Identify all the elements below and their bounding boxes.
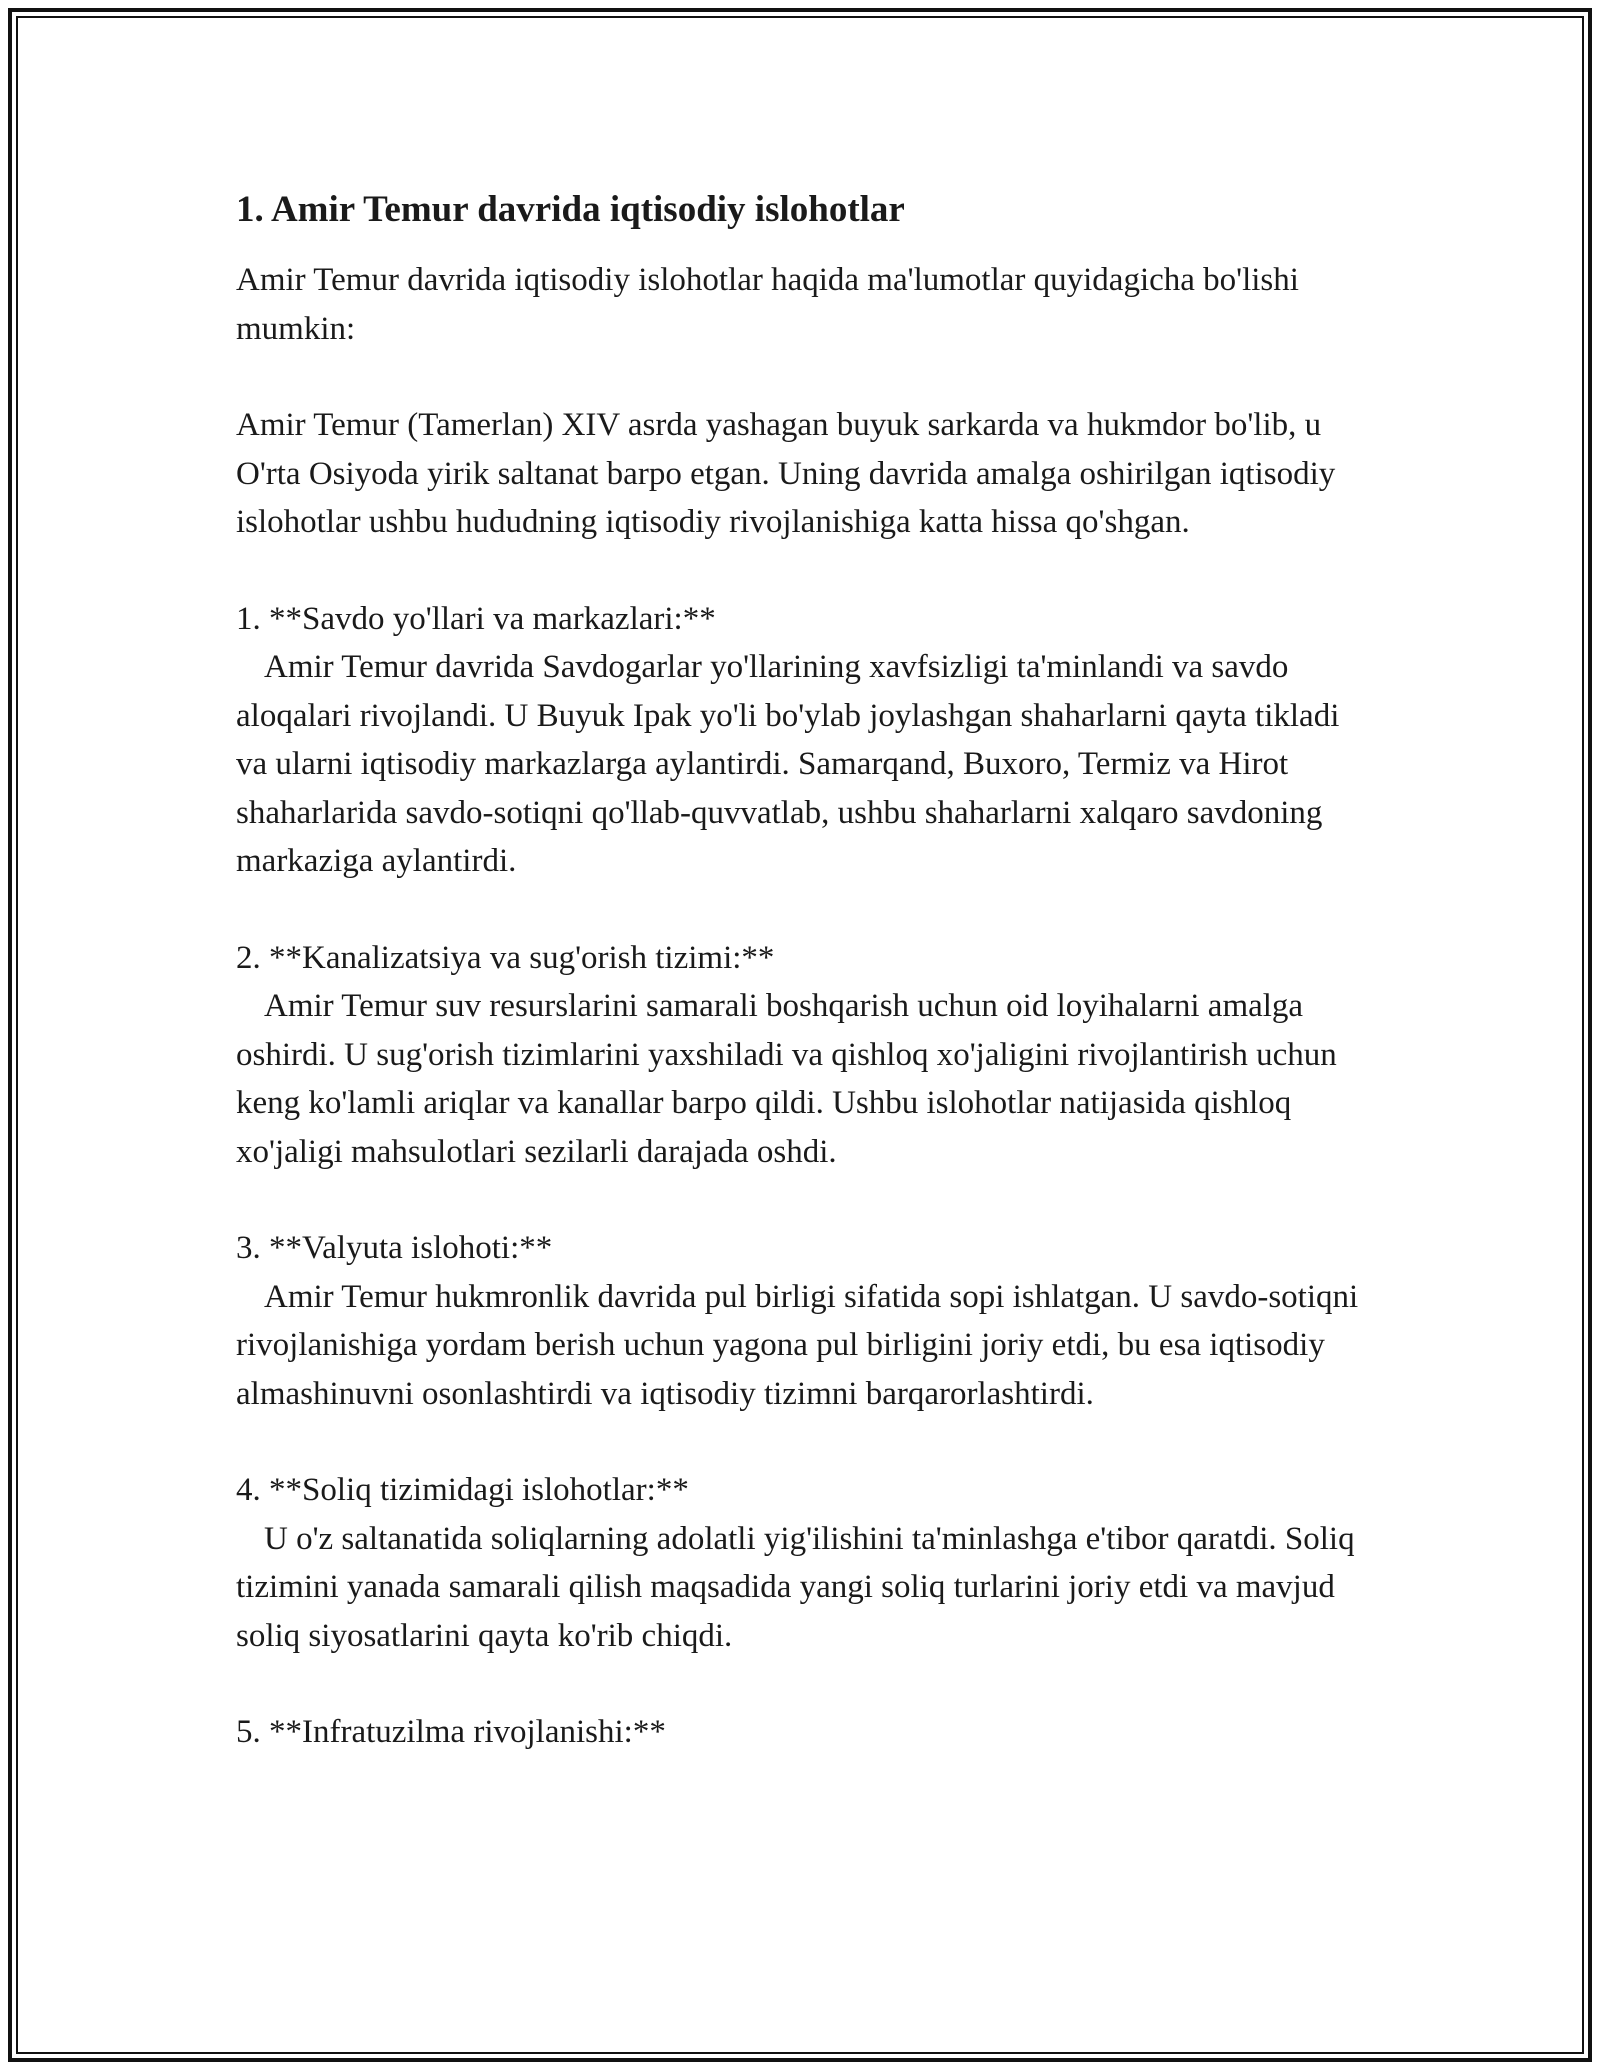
intro-paragraph: Amir Temur davrida iqtisodiy islohotlar haqida ma'lumotlar quyidagicha bo'lishi mumkin: xyxy=(236,262,1299,347)
list-item xyxy=(236,1708,1376,1757)
list-item-body: Amir Temur hukmronlik davrida pul birligi sifatida sopi ishlatgan. U savdo-sotiqni rivojlanishiga yordam berish uchun yagona pul birligini joriy etdi, bu esa iqtisodiy almashinuvni osonlashtirdi va iqtisodiy tizimni barqarorlashtirdi. xyxy=(236,1278,1359,1412)
paragraph-gap xyxy=(236,1418,1376,1466)
list-item-heading: 4. **Soliq tizimidagi islohotlar:** xyxy=(236,1472,689,1508)
document-body xyxy=(236,186,1376,1757)
list-item-heading: 2. **Kanalizatsiya va sug'orish tizimi:** xyxy=(236,939,775,976)
list-item-heading: 3. **Valyuta islohoti:** xyxy=(236,1230,553,1266)
list-item-body: Amir Temur suv resurslarini samarali boshqarish uchun oid loyihalarni amalga oshirdi. U sug'orish tizimlarini yaxshiladi va qishloq xo'jaligini rivojlantirish uchun keng ko'lamli ariqlar va kanallar barpo qildi. Ushbu islohotlar natijasida qishloq xo'jaligi mahsulotlari sezilarli darajada oshdi. xyxy=(236,988,1337,1170)
paragraph-gap xyxy=(236,1176,1376,1224)
document-title: 1. Amir Temur davrida iqtisodiy islohotlar xyxy=(236,189,905,230)
paragraph-gap xyxy=(236,547,1376,595)
list-item xyxy=(236,1466,1376,1660)
list-item-heading: 5. **Infratuzilma rivojlanishi:** xyxy=(236,1714,666,1750)
list-item xyxy=(236,934,1376,1177)
paragraph-gap xyxy=(236,353,1376,401)
list-item-body: U o'z saltanatida soliqlarning adolatli yig'ilishini ta'minlashga e'tibor qaratdi. Soliq tizimini yanada samarali qilish maqsadida yangi soliq turlarini joriy etdi va mavjud soliq siyosatlarini qayta ko'rib chiqdi. xyxy=(236,1520,1355,1654)
paragraph-gap xyxy=(236,886,1376,934)
overview-paragraph: Amir Temur (Tamerlan) XIV asrda yashagan buyuk sarkarda va hukmdor bo'lib, u O'rta Osiyoda yirik saltanat barpo etgan. Uning davrida amalga oshirilgan iqtisodiy islohotlar ushbu hududning iqtisodiy rivojlanishiga katta hissa qo'shgan. xyxy=(236,407,1336,540)
paragraph-gap xyxy=(236,1660,1376,1708)
list-item-heading: 1. **Savdo yo'llari va markazlari:** xyxy=(236,600,716,637)
list-item-body: Amir Temur davrida Savdogarlar yo'llarining xavfsizligi ta'minlandi va savdo aloqalari rivojlandi. U Buyuk Ipak yo'li bo'ylab joylashgan shaharlarni qayta tikladi va ularni iqtisodiy markazlarga aylantirdi. Samarqand, Buxoro, Termiz va Hirot shaharlarida savdo-sotiqni qo'llab-quvvatlab, ushbu shaharlarni xalqaro savdoning markaziga aylantirdi. xyxy=(236,649,1340,879)
list-item xyxy=(236,595,1376,886)
list-item xyxy=(236,1224,1376,1418)
